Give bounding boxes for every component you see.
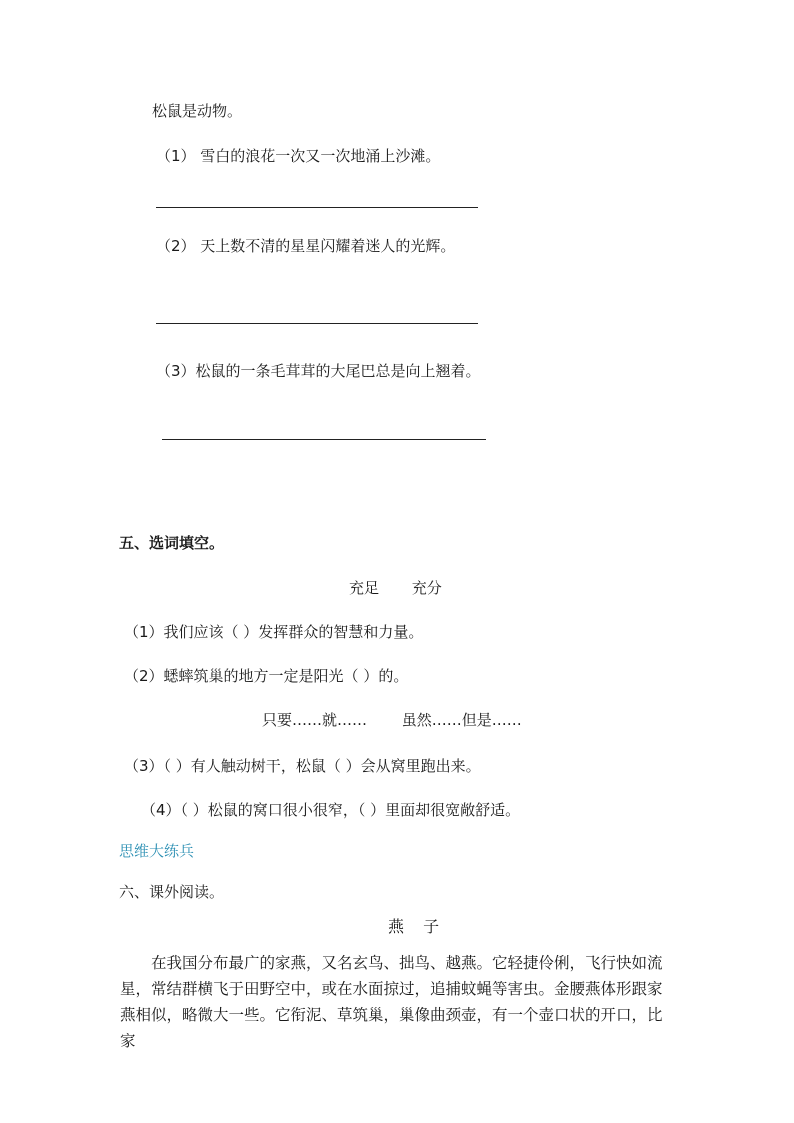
sec4-example: 松鼠是动物。 xyxy=(152,102,243,120)
answer-line-1[interactable] xyxy=(156,207,478,208)
sec5-question-4: （4）（ ）松鼠的窝口很小很窄，（ ）里面却很宽敞舒适。 xyxy=(141,801,521,819)
sec5-question-1: （1）我们应该（ ）发挥群众的智慧和力量。 xyxy=(124,623,424,641)
sec6-title: 六、课外阅读。 xyxy=(119,883,225,901)
passage-body: 在我国分布最广的家燕，又名玄鸟、拙鸟、越燕。它轻捷伶俐，飞行快如流星，常结群横飞于田野空中，或在水面掠过，追捕蚊蝇等害虫。金腰燕体形跟家燕相似，略微大一些。它衔泥、草筑巢，巢像曲颈壶，有一个壶口状的开口，比家 xyxy=(120,954,663,1050)
sec5-question-3: （3）（ ）有人触动树干，松鼠（ ）会从窝里跑出来。 xyxy=(124,757,481,775)
sec4-question-2: （2） 天上数不清的星星闪耀着迷人的光辉。 xyxy=(156,237,456,255)
answer-line-3[interactable] xyxy=(162,439,486,440)
section-label: 思维大练兵 xyxy=(119,842,195,860)
passage-title: 燕 子 xyxy=(388,917,440,936)
sec4-question-3: （3）松鼠的一条毛茸茸的大尾巴总是向上翘着。 xyxy=(156,362,481,380)
sec5-title: 五、选词填空。 xyxy=(119,534,225,552)
sec5-question-2: （2）蟋蟀筑巢的地方一定是阳光（ ）的。 xyxy=(124,667,409,685)
sec4-question-1: （1） 雪白的浪花一次又一次地涌上沙滩。 xyxy=(156,147,441,165)
sec5-word-options-1: 充足 充分 xyxy=(349,579,442,597)
answer-line-2[interactable] xyxy=(156,323,478,324)
sec5-word-options-2: 只要……就…… 虽然……但是…… xyxy=(262,711,522,729)
